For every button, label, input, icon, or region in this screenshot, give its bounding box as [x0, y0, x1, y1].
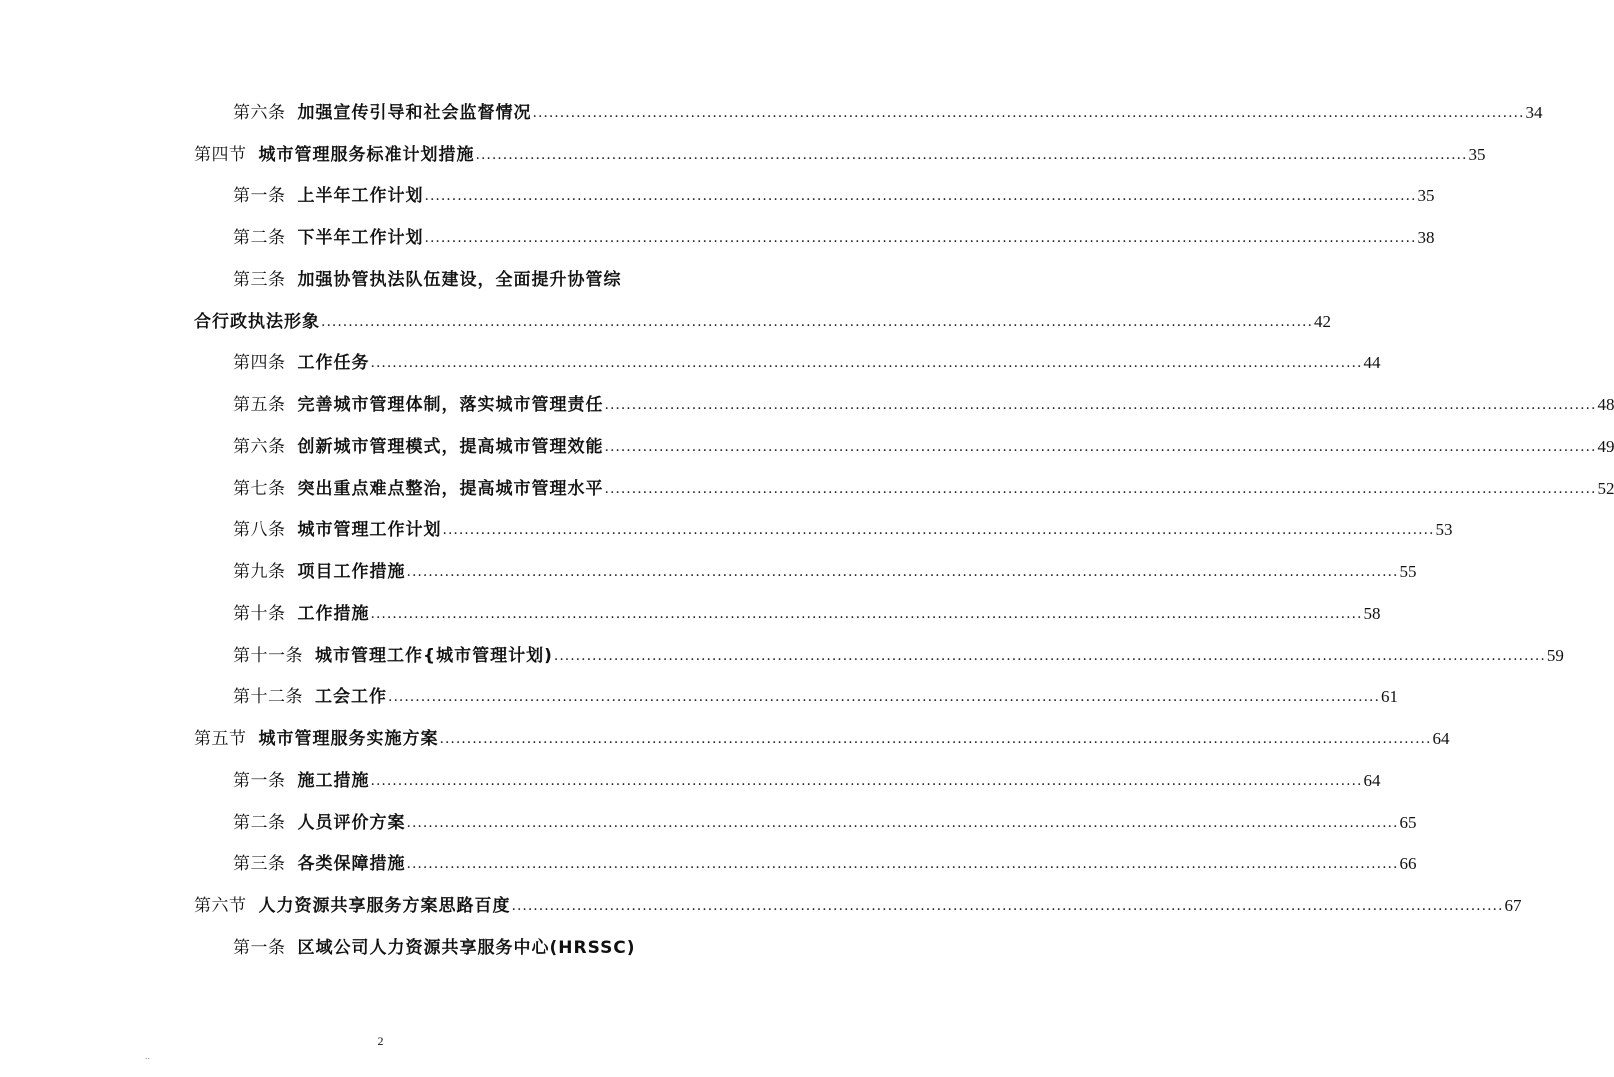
toc-leader-dots — [439, 728, 1433, 750]
toc-entry-title: 城市管理服务标准计划措施 — [258, 145, 475, 165]
toc-entry-page: 35 — [1468, 145, 1486, 164]
toc-entry-page: 52 — [1597, 479, 1614, 498]
toc-entry-page: 64 — [1432, 729, 1450, 748]
toc-leader-dots — [320, 311, 1314, 333]
toc-entry[interactable] — [233, 221, 1435, 249]
toc-entry[interactable] — [233, 346, 1381, 374]
toc-entry-title: 创新城市管理模式，提高城市管理效能 — [297, 437, 604, 457]
toc-entry-page: 38 — [1417, 228, 1435, 247]
toc-entry-page: 48 — [1597, 395, 1614, 414]
toc-entry-prefix: 第一条 — [233, 186, 286, 206]
toc-entry-prefix: 第十条 — [233, 604, 286, 624]
toc-entry-prefix: 第三条 — [233, 854, 286, 874]
toc-entry-title: 人员评价方案 — [297, 813, 406, 833]
toc-entry-prefix: 第四条 — [233, 353, 286, 373]
toc-entry-prefix: 第二条 — [233, 228, 286, 248]
toc-entry-page: 49 — [1597, 437, 1614, 456]
toc-entry-prefix: 第九条 — [233, 562, 286, 582]
toc-entry-prefix: 第六条 — [233, 103, 286, 123]
toc-leader-dots — [406, 812, 1400, 834]
toc-leader-dots — [406, 853, 1400, 875]
toc-entry-prefix: 第五节 — [194, 729, 247, 749]
toc-entry[interactable] — [233, 680, 1398, 708]
toc-entry-title: 城市管理服务实施方案 — [258, 729, 439, 749]
toc-entry-title: 突出重点难点整治，提高城市管理水平 — [297, 479, 604, 499]
toc-entry[interactable] — [233, 764, 1381, 792]
toc-leader-dots — [604, 394, 1598, 416]
toc-entry-prefix: 第八条 — [233, 520, 286, 540]
toc-entry[interactable] — [233, 597, 1381, 625]
toc-entry-title: 项目工作措施 — [297, 562, 406, 582]
toc-entry-prefix: 第四节 — [194, 145, 247, 165]
toc-entry-title: 加强宣传引导和社会监督情况 — [297, 103, 532, 123]
toc-entry-prefix: 第一条 — [233, 938, 286, 958]
toc-entry[interactable] — [233, 388, 1614, 416]
toc-entry-prefix: 第五条 — [233, 395, 286, 415]
toc-entry-title: 城市管理工作计划 — [297, 520, 442, 540]
toc-entry-title: 工作措施 — [297, 604, 370, 624]
toc-entry-page: 61 — [1380, 687, 1398, 706]
toc-leader-dots — [532, 102, 1526, 124]
toc-entry-prefix: 第六条 — [233, 437, 286, 457]
page-number: 2 — [377, 1034, 384, 1048]
toc-leader-dots — [604, 436, 1598, 458]
toc-entry-title: 上半年工作计划 — [297, 186, 424, 206]
toc-entry-page: 58 — [1363, 604, 1381, 623]
toc-entry-title: 加强协管执法队伍建设，全面提升协管综 — [297, 270, 622, 290]
toc-entry-title: 人力资源共享服务方案思路百度 — [258, 896, 511, 916]
toc-entry-prefix: 第十一条 — [233, 646, 303, 666]
toc-entry[interactable] — [194, 138, 1486, 166]
toc-leader-dots — [604, 478, 1598, 500]
toc-entry-prefix: 第十二条 — [233, 687, 303, 707]
toc-leader-dots — [406, 561, 1400, 583]
toc-entry[interactable] — [233, 472, 1614, 500]
toc-entry-title: 工作任务 — [297, 353, 370, 373]
toc-entry-prefix: 第一条 — [233, 771, 286, 791]
toc-leader-dots — [475, 144, 1469, 166]
toc-entry-prefix: 第六节 — [194, 896, 247, 916]
toc-entry[interactable] — [194, 889, 1522, 917]
toc-leader-dots — [424, 185, 1418, 207]
toc-entry-page: 66 — [1399, 854, 1417, 873]
toc-entry-page: 34 — [1525, 103, 1543, 122]
toc-leader-dots — [442, 519, 1436, 541]
toc-entry-page: 59 — [1546, 646, 1564, 665]
toc-entry-page: 42 — [1313, 312, 1331, 331]
toc-entry-page: 64 — [1363, 771, 1381, 790]
toc-entry-page: 44 — [1363, 353, 1381, 372]
toc-entry[interactable] — [233, 96, 1543, 124]
toc-entry-page: 65 — [1399, 813, 1417, 832]
toc-entry-title: 区域公司人力资源共享服务中心(HRSSC) — [297, 938, 636, 958]
toc-entry[interactable] — [233, 513, 1453, 541]
toc-entry-prefix: 第三条 — [233, 270, 286, 290]
toc-entry[interactable] — [233, 179, 1435, 207]
toc-entry-page: 55 — [1399, 562, 1417, 581]
toc-entry-page: 35 — [1417, 186, 1435, 205]
toc-entry[interactable] — [233, 263, 643, 291]
toc-leader-dots — [424, 227, 1418, 249]
toc-entry-title: 施工措施 — [297, 771, 370, 791]
toc-entry-page: 53 — [1435, 520, 1453, 539]
toc-entry[interactable] — [233, 639, 1564, 667]
toc-entry-title: 完善城市管理体制，落实城市管理责任 — [297, 395, 604, 415]
toc-entry-title: 各类保障措施 — [297, 854, 406, 874]
toc-leader-dots — [387, 686, 1381, 708]
toc-leader-dots — [370, 603, 1364, 625]
toc-entry-title: 合行政执法形象 — [194, 312, 320, 332]
toc-entry-prefix: 第二条 — [233, 813, 286, 833]
toc-leader-dots — [370, 770, 1364, 792]
toc-entry-prefix: 第七条 — [233, 479, 286, 499]
toc-entry[interactable] — [233, 555, 1417, 583]
toc-entry[interactable] — [194, 722, 1450, 750]
corner-mark: .. — [145, 1052, 151, 1061]
toc-leader-dots — [511, 895, 1505, 917]
toc-entry-page: 67 — [1504, 896, 1522, 915]
toc-entry-title: 城市管理工作{城市管理计划) — [315, 646, 553, 666]
toc-entry[interactable] — [233, 847, 1417, 875]
toc-entry[interactable] — [233, 806, 1417, 834]
toc-entry[interactable] — [233, 430, 1614, 458]
toc-entry-title: 工会工作 — [315, 687, 387, 707]
toc-entry-title: 下半年工作计划 — [297, 228, 424, 248]
toc-leader-dots — [370, 352, 1364, 374]
toc-entry-continuation[interactable] — [194, 305, 1331, 333]
toc-leader-dots — [553, 645, 1547, 667]
toc-entry[interactable] — [233, 931, 643, 959]
